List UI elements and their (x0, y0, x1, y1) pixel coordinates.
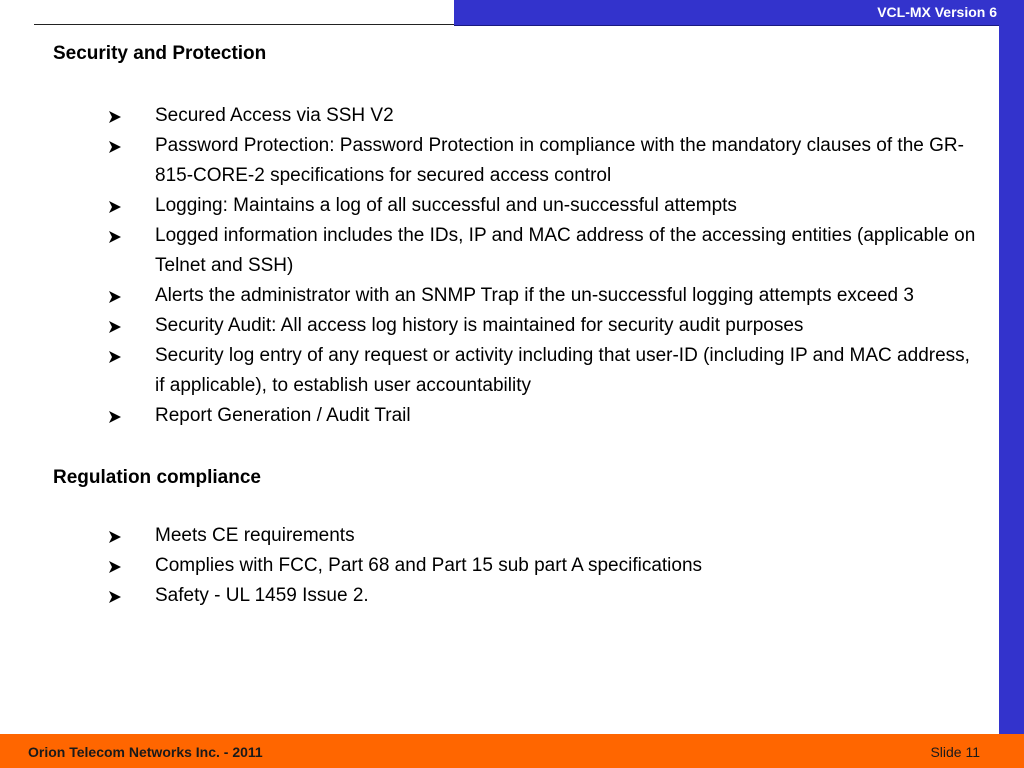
slide-content (53, 41, 983, 611)
arrowhead-bullet-icon (108, 590, 122, 604)
version-label: VCL-MX Version 6 (877, 4, 997, 20)
arrowhead-bullet-icon (108, 560, 122, 574)
footer-company: Orion Telecom Networks Inc. - 2011 (28, 744, 263, 760)
bullet-text: Security Audit: All access log history is maintained for security audit purposes (155, 315, 804, 336)
list-item (53, 401, 983, 431)
arrowhead-bullet-icon (108, 110, 122, 124)
arrowhead-bullet-icon (108, 200, 122, 214)
list-item (53, 551, 983, 581)
bullet-text: Alerts the administrator with an SNMP Trap if the un-successful logging attempts exceed 3 (155, 285, 914, 306)
bullet-text: Safety - UL 1459 Issue 2. (155, 585, 369, 606)
bullet-text: Meets CE requirements (155, 525, 355, 546)
arrowhead-bullet-icon (108, 140, 122, 154)
list-item (53, 281, 983, 311)
security-bullet-list (53, 101, 983, 431)
section-heading-security: Security and Protection (53, 43, 267, 64)
list-item (53, 101, 983, 131)
bullet-text: Secured Access via SSH V2 (155, 105, 394, 126)
list-item (53, 581, 983, 611)
bullet-text: Complies with FCC, Part 68 and Part 15 sub part A specifications (155, 555, 703, 576)
footer-bar (0, 734, 1024, 768)
slide-number: Slide 11 (930, 744, 980, 760)
right-accent-bar (999, 0, 1024, 734)
arrowhead-bullet-icon (108, 410, 122, 424)
bullet-text: Logged information includes the IDs, IP and MAC address of the accessing entities (applicable on Telnet and SSH) (155, 225, 976, 276)
header-banner (454, 0, 1000, 26)
arrowhead-bullet-icon (108, 230, 122, 244)
list-item (53, 221, 983, 281)
bullet-text: Report Generation / Audit Trail (155, 405, 411, 426)
bullet-text: Logging: Maintains a log of all successful and un-successful attempts (155, 195, 737, 216)
top-divider (34, 24, 454, 25)
arrowhead-bullet-icon (108, 350, 122, 364)
bullet-text: Password Protection: Password Protection in compliance with the mandatory clauses of the GR-815-CORE-2 specifications for secured access control (155, 135, 964, 186)
arrowhead-bullet-icon (108, 530, 122, 544)
list-item (53, 341, 983, 401)
arrowhead-bullet-icon (108, 320, 122, 334)
bullet-text: Security log entry of any request or activity including that user-ID (including IP and MAC address, if applicable), to establish user accountability (155, 345, 970, 396)
regulation-bullet-list (53, 521, 983, 611)
list-item (53, 521, 983, 551)
section-heading-regulation: Regulation compliance (53, 467, 261, 488)
list-item (53, 311, 983, 341)
list-item (53, 131, 983, 191)
list-item (53, 191, 983, 221)
arrowhead-bullet-icon (108, 290, 122, 304)
